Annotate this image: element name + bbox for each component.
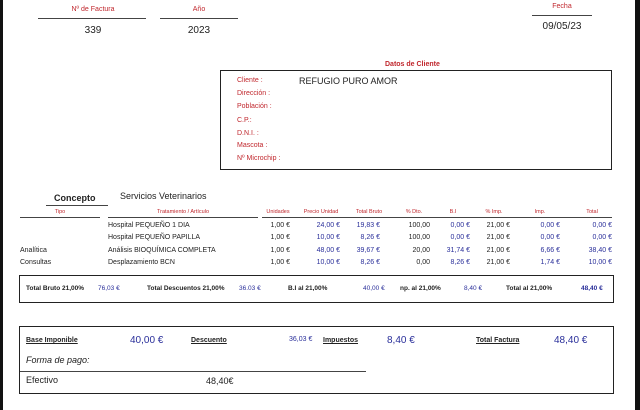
total-label: Total al 21,00%: [506, 285, 553, 292]
row-articulo: Análisis BIOQUÍMICA COMPLETA: [108, 247, 216, 254]
bi-label: B.I al 21,00%: [288, 285, 328, 292]
payment-method: Efectivo: [26, 375, 59, 385]
row-total: 0,00 €: [592, 234, 612, 241]
tax-value: 8,40 €: [464, 285, 483, 292]
totals-box: [19, 326, 614, 394]
pet-label: Mascota :: [237, 142, 268, 149]
row-articulo: Hospital PEQUEÑO 1 DIA: [108, 222, 190, 229]
col-bi: B.I: [449, 209, 457, 215]
year-rule: [160, 18, 238, 19]
taxes-label: Impuestos: [323, 337, 359, 344]
row-precio: 48,00 €: [316, 247, 340, 254]
taxes-value: 8,40 €: [387, 335, 415, 346]
header-rule: [108, 217, 258, 218]
row-imp: 6,66 €: [540, 247, 560, 254]
row-imp: 0,00 €: [540, 222, 560, 229]
client-value: REFUGIO PURO AMOR: [299, 76, 398, 86]
address-label: Dirección :: [237, 90, 271, 97]
payment-amount: 48,40€: [206, 376, 234, 386]
col-tipo: Tipo: [54, 209, 66, 215]
row-bi: 31,74 €: [446, 247, 470, 254]
postal-code-label: C.P.:: [237, 117, 252, 124]
row-pimp: 21,00 €: [486, 234, 510, 241]
row-pimp: 21,00 €: [486, 259, 510, 266]
invoice-number-rule: [38, 18, 146, 19]
invoice-number: 339: [84, 25, 102, 36]
invoice-number-label: Nº de Factura: [71, 6, 115, 13]
row-unidades: 1,00 €: [270, 234, 290, 241]
row-dto: 100,00: [408, 234, 430, 241]
scan-edge-left: [0, 0, 3, 410]
discount-label: Descuento: [191, 337, 227, 344]
row-bruto: 8,26 €: [360, 234, 380, 241]
city-label: Población :: [237, 103, 272, 110]
concept-rule: [46, 205, 108, 206]
date-label: Fecha: [552, 3, 572, 10]
client-label: Cliente :: [237, 77, 263, 84]
row-bi: 8,26 €: [450, 259, 470, 266]
base-value: 40,00 €: [130, 335, 164, 346]
row-unidades: 1,00 €: [270, 259, 290, 266]
row-precio: 10,00 €: [316, 259, 340, 266]
row-articulo: Desplazamiento BCN: [108, 259, 175, 266]
col-imp: Imp.: [534, 209, 546, 215]
date-rule: [532, 15, 592, 16]
total-discount-value: 36.03 €: [239, 285, 261, 292]
concept-value: Servicios Veterinarios: [120, 191, 207, 201]
total-bruto-label: Total Bruto 21,00%: [26, 285, 85, 292]
invoice-total-label: Total Factura: [476, 337, 520, 344]
tax-label: np. al 21,00%: [400, 285, 441, 292]
col-bruto: Total Bruto: [355, 209, 383, 215]
total-discount-label: Total Descuentos 21,00%: [147, 285, 225, 292]
row-total: 10,00 €: [588, 259, 612, 266]
total-value: 48,40 €: [581, 285, 603, 292]
col-unidades: Unidades: [266, 209, 290, 215]
header-rule: [20, 217, 100, 218]
summary-box: [19, 275, 614, 303]
total-bruto-value: 76,03 €: [98, 285, 120, 292]
row-dto: 0,00: [416, 259, 430, 266]
discount-value: 36,03 €: [289, 336, 313, 343]
col-precio: Precio Unidad: [303, 209, 339, 215]
year-label: Año: [192, 6, 206, 13]
row-articulo: Hospital PEQUEÑO PAPILLA: [108, 234, 201, 241]
row-dto: 100,00: [408, 222, 430, 229]
col-dto: % Dto.: [405, 209, 423, 215]
col-pimp: % Imp.: [485, 209, 503, 215]
row-tipo: Analítica: [20, 247, 47, 254]
client-section-title: Datos de Cliente: [385, 61, 440, 68]
microchip-label: Nº Microchip :: [237, 155, 281, 162]
invoice-total-value: 48,40 €: [554, 335, 588, 346]
row-bi: 0,00 €: [450, 222, 470, 229]
bi-value: 40,00 €: [363, 285, 385, 292]
row-tipo: Consultas: [20, 259, 52, 266]
row-bi: 0,00 €: [450, 234, 470, 241]
row-unidades: 1,00 €: [270, 247, 290, 254]
scan-edge-right: [635, 0, 640, 410]
row-pimp: 21,00 €: [486, 247, 510, 254]
row-bruto: 39,67 €: [356, 247, 380, 254]
base-label: Base Imponible: [26, 337, 78, 344]
year: 2023: [187, 25, 211, 36]
payment-label: Forma de pago:: [26, 355, 90, 365]
client-box: [220, 70, 612, 170]
row-unidades: 1,00 €: [270, 222, 290, 229]
row-total: 38,40 €: [588, 247, 612, 254]
row-precio: 24,00 €: [316, 222, 340, 229]
header-rule: [262, 217, 612, 218]
row-precio: 10,00 €: [316, 234, 340, 241]
row-imp: 1,74 €: [540, 259, 560, 266]
row-bruto: 19,83 €: [356, 222, 380, 229]
date: 09/05/23: [542, 21, 582, 32]
dni-label: D.N.I. :: [237, 130, 259, 137]
row-bruto: 8,26 €: [360, 259, 380, 266]
row-total: 0,00 €: [592, 222, 612, 229]
col-total: Total: [586, 209, 598, 215]
col-articulo: Tratamiento / Artículo: [156, 209, 210, 215]
payment-rule: [20, 371, 366, 372]
row-imp: 0,00 €: [540, 234, 560, 241]
row-dto: 20,00: [412, 247, 430, 254]
concept-label: Concepto: [54, 193, 96, 203]
row-pimp: 21,00 €: [486, 222, 510, 229]
